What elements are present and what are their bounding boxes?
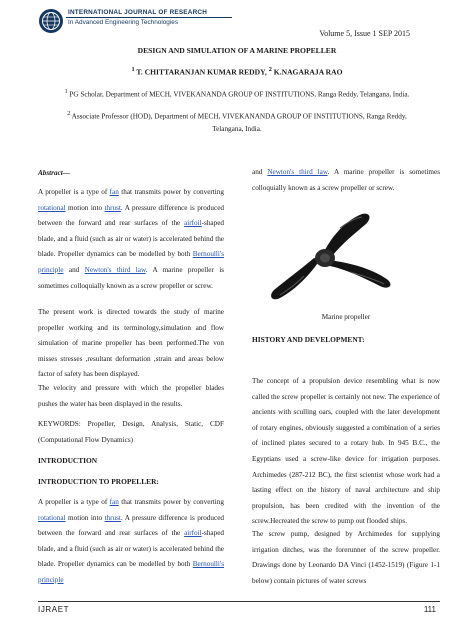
header-rule [66, 17, 232, 18]
author-2-sup: 2 [268, 66, 272, 73]
text: that transmits power by converting [118, 498, 224, 506]
link-rotational[interactable]: rotational [38, 203, 66, 212]
paper-authors [0, 66, 474, 77]
link-thrust[interactable]: thrust [104, 203, 121, 212]
aff-2-sup: 2 [67, 111, 71, 117]
text: . A marine propeller is sometimes colloquially known as a screw propeller or screw. [252, 168, 440, 192]
link-fan[interactable]: fan [109, 498, 119, 506]
text: . A marine propeller is sometimes colloquially known as a screw propeller or screw. [38, 265, 224, 290]
propeller-image [254, 206, 404, 306]
aff-2-text: Associate Professor (HOD), Department of MECH, VIVEKANANDA GROUP OF INSTITUTIONS, Ranga Reddy, Telangana, India. [70, 112, 407, 134]
text: that transmits power by converting [118, 188, 224, 196]
history-paragraph-2: The screw pump, designed by Archimedes for supplying irrigation ditches, was the forerunner of the screw propeller. Drawings done by Leonardo DA Vinci (1452-1519) (Figure 1-1 below) contain pictures of water screws [252, 530, 440, 585]
heading-intro-propeller: INTRODUCTION TO PROPELLER: [38, 477, 159, 486]
intro-paragraph [38, 495, 224, 589]
footer-journal-abbrev: IJRAET [38, 605, 70, 614]
volume-info: Volume 5, Issue 1 SEP 2015 [319, 29, 410, 38]
figure-caption: Marine propeller [321, 313, 371, 321]
text: A propeller is a type of [38, 188, 110, 196]
link-fan[interactable]: fan [109, 188, 119, 196]
aff-1-text: PG Scholar, Department of MECH, VIVEKANANDA GROUP OF INSTITUTIONS, Ranga Reddy, Telangana, India. [67, 90, 410, 99]
link-thrust[interactable]: thrust [104, 513, 121, 522]
abstract-paragraph [38, 185, 224, 294]
link-newton[interactable]: Newton's third law [84, 265, 146, 274]
footer-rule [38, 601, 440, 602]
text: motion into [65, 203, 105, 212]
text: . A pressure difference is produced between the forward and rear surfaces of the [38, 203, 224, 228]
author-1-sup: 1 [131, 66, 135, 73]
link-airfoil[interactable]: airfoil [184, 529, 202, 538]
abstract-paragraph-3: The velocity and pressure with which the propeller blades pushes the water has been displayed in the results. [38, 384, 224, 408]
author-2: K.NAGARAJA RAO [271, 67, 343, 77]
link-bernoulli[interactable]: Bernoulli's principle [38, 250, 224, 274]
affiliation-2 [60, 108, 414, 136]
heading-history: HISTORY AND DEVELOPMENT: [252, 335, 365, 344]
heading-introduction: INTRODUCTION [38, 456, 98, 465]
aff-1-sup: 1 [64, 89, 68, 95]
link-bernoulli[interactable]: Bernoulli's principle [38, 560, 224, 584]
journal-logo [38, 8, 64, 34]
text: -shaped blade, and a fluid (such as air or water) is accelerated behind the blade. Propeller dynamics can be modelled by both [38, 219, 224, 259]
text: A propeller is a type of [38, 498, 110, 506]
text: motion into [65, 513, 105, 522]
affiliation-1 [20, 86, 454, 101]
abstract-paragraph-2: The present work is directed towards the study of marine propeller working and its terminology,simulation and flow simulation of marine propeller has been performed.The von misses stresses ,resultant deformation ,strain and areas below factor of safety has been displayed. [38, 308, 224, 379]
journal-subtitle: In Advanced Engineering Technologies [68, 19, 179, 26]
keywords: KEYWORDS: Propeller, Design, Analysis, Static, CDF (Computational Flow Dynamics) [38, 420, 224, 444]
link-airfoil[interactable]: airfoil [184, 219, 202, 228]
text: and [252, 168, 268, 176]
history-paragraph: The concept of a propulsion device resembling what is now called the screw propeller is certainly not new. The experience of ancients with sculling oars, coupled with the later development of rotary engines, obviously suggested a combination of a series of inclined plates secured to a rotary hub. In 945 B.C., the Egyptians used a screw-like device for irrigation purposes. Archimedes (287-212 BC), the first scientist whose work had a lasting effect on the history of naval architecture and ship propulsion, has been credited with the invention of the screw.Hecreated the screw to pump out flooded ships. [252, 377, 440, 526]
page-number: 111 [423, 605, 436, 614]
text: . A pressure difference is produced between the forward and rear surfaces of the [38, 513, 224, 538]
journal-name: INTERNATIONAL JOURNAL OF RESEARCH [68, 9, 208, 16]
continued-paragraph [252, 165, 440, 196]
link-newton[interactable]: Newton's third law [267, 168, 328, 176]
link-rotational[interactable]: rotational [38, 513, 66, 522]
paper-title: DESIGN AND SIMULATION OF A MARINE PROPELLER [137, 46, 337, 55]
abstract-label: Abstract— [38, 169, 70, 177]
author-1: T. CHITTARANJAN KUMAR REDDY, [134, 67, 267, 77]
text: -shaped blade, and a fluid (such as air or water) is accelerated behind the blade. Propeller dynamics can be modelled by both [38, 529, 224, 569]
text: and [63, 265, 85, 274]
